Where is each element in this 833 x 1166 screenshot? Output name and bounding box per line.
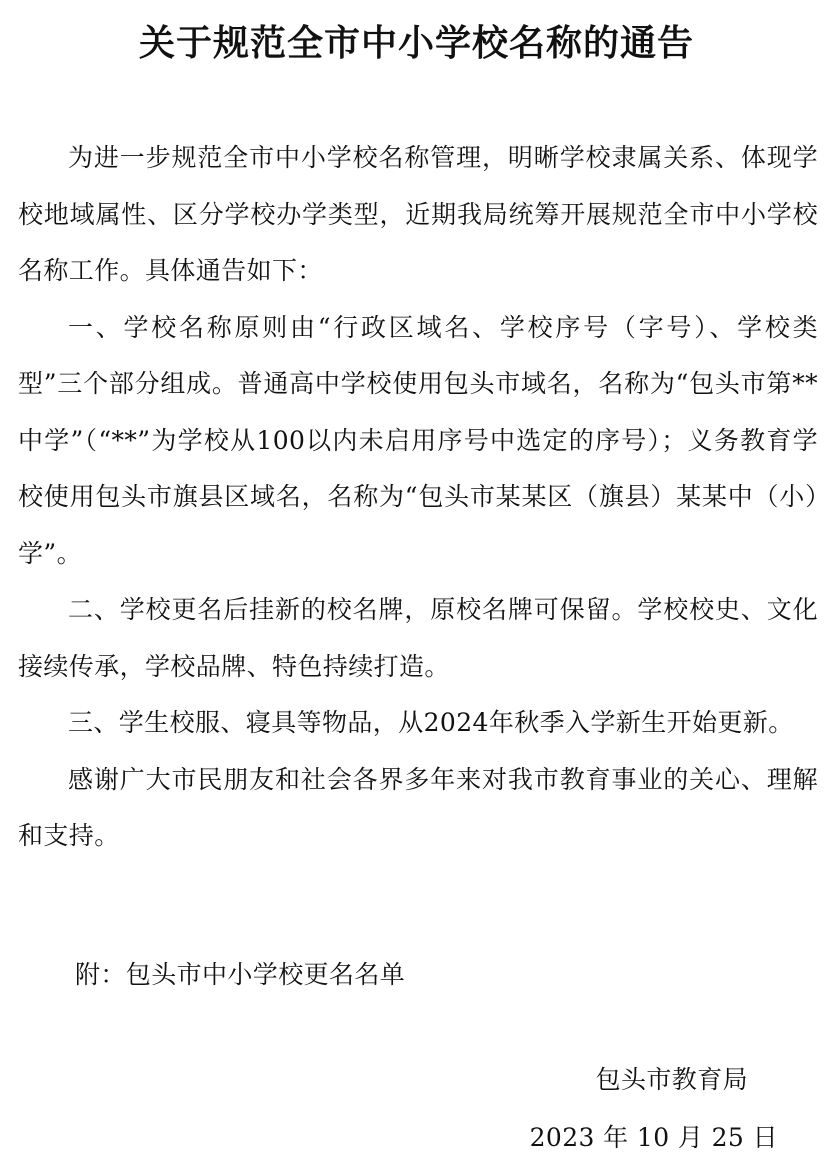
attachment-note: 附：包头市中小学校更名名单 [75,960,406,989]
document-title: 关于规范全市中小学校名称的通告 [138,23,694,64]
paragraph-item-2: 二、学校更名后挂新的校名牌，原校名牌可保留。学校校史、文化接续传承，学校品牌、特色持续打造。 [18,595,818,681]
issue-date: 2023 年 10 月 25 日 [529,1123,778,1152]
document-body [18,130,818,865]
paragraph-intro: 为进一步规范全市中小学校名称管理，明晰学校隶属关系、体现学校地域属性、区分学校办学类型，近期我局统筹开展规范全市中小学校名称工作。具体通告如下： [18,143,818,285]
paragraph-thanks: 感谢广大市民朋友和社会各界多年来对我市教育事业的关心、理解和支持。 [18,764,818,850]
paragraph-item-1: 一、学校名称原则由“行政区域名、学校序号（字号）、学校类型”三个部分组成。普通高中学校使用包头市域名，名称为“包头市第**中学”（“**”为学校从100以内未启用序号中选定的序号）；义务教育学校使用包头市旗县区域名，名称为“包头市某某区（旗县）某某中（小）学”。 [18,312,818,568]
issuer-name: 包头市教育局 [595,1065,748,1094]
paragraph-item-3: 三、学生校服、寝具等物品，从2024年秋季入学新生开始更新。 [68,708,794,737]
